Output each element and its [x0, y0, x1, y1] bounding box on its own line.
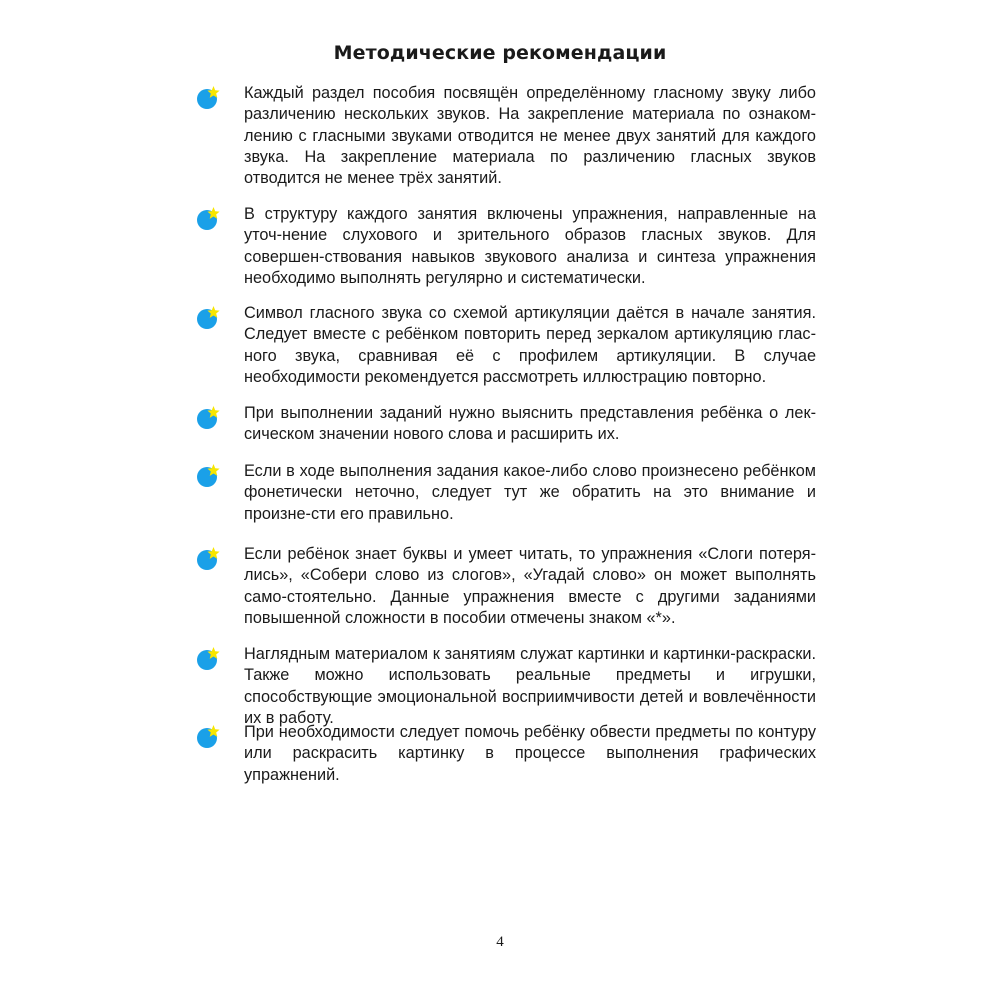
- item-text: Символ гласного звука со схемой артикуляции даётся в начале занятия. Следует вместе с ребёнком повторить перед зеркалом артикуляцию глас-​ного звука, сравнивая её с профилем артикуляции. В случае необходимости рекомендуется рассмотреть иллюстрацию повторно.: [244, 304, 816, 386]
- moon-star-icon: [196, 404, 224, 430]
- item-text: Если в ходе выполнения задания какое-либо слово произнесено ребёнком фонетически неточно, следует тут же обратить на это внимание и произне-​сти его правильно.: [244, 462, 816, 523]
- moon-star-icon: [196, 84, 224, 110]
- moon-star-icon: [196, 205, 224, 231]
- item-text: При выполнении заданий нужно выяснить представления ребёнка о лек-​сическом значении нового слова и расширить их.: [244, 404, 816, 444]
- moon-star-icon: [196, 645, 224, 671]
- item-text: Наглядным материалом к занятиям служат картинки и картинки-раскраски. Также можно использовать реальные предметы и игрушки, способствующие эмоциональной восприимчивости детей и вовлечённости их в работу.: [244, 645, 816, 727]
- item-text: В структуру каждого занятия включены упражнения, направленные на уточ-​нение слухового и зрительного образов гласных звуков. Для совершен-​ствования навыков звукового анализа и синтеза упражнения необходимо выполнять регулярно и систематически.: [244, 205, 816, 287]
- moon-star-icon: [196, 462, 224, 488]
- moon-star-icon: [196, 304, 224, 330]
- moon-star-icon: [196, 723, 224, 749]
- page-number: 4: [496, 934, 504, 950]
- moon-star-icon: [196, 545, 224, 571]
- page-title: Методические рекомендации: [333, 42, 667, 64]
- item-text: Если ребёнок знает буквы и умеет читать, то упражнения «Слоги потеря-​лись», «Собери слово из слогов», «Угадай слово» он может выполнять само-​стоятельно. Данные упражнения вместе с другими заданиями повышенной сложности в пособии отмечены знаком «*».: [244, 545, 816, 627]
- item-text: Каждый раздел пособия посвящён определённому гласному звуку либо различению нескольких звуков. На закрепление материала по ознаком-​лению с гласными звуками отводится не менее двух занятий для каждого звука. На закрепление материала по различению гласных звуков отводится не менее трёх занятий.: [244, 84, 816, 188]
- item-text: При необходимости следует помочь ребёнку обвести предметы по контуру или раскрасить картинку в процессе выполнения графических упражнений.: [244, 723, 816, 784]
